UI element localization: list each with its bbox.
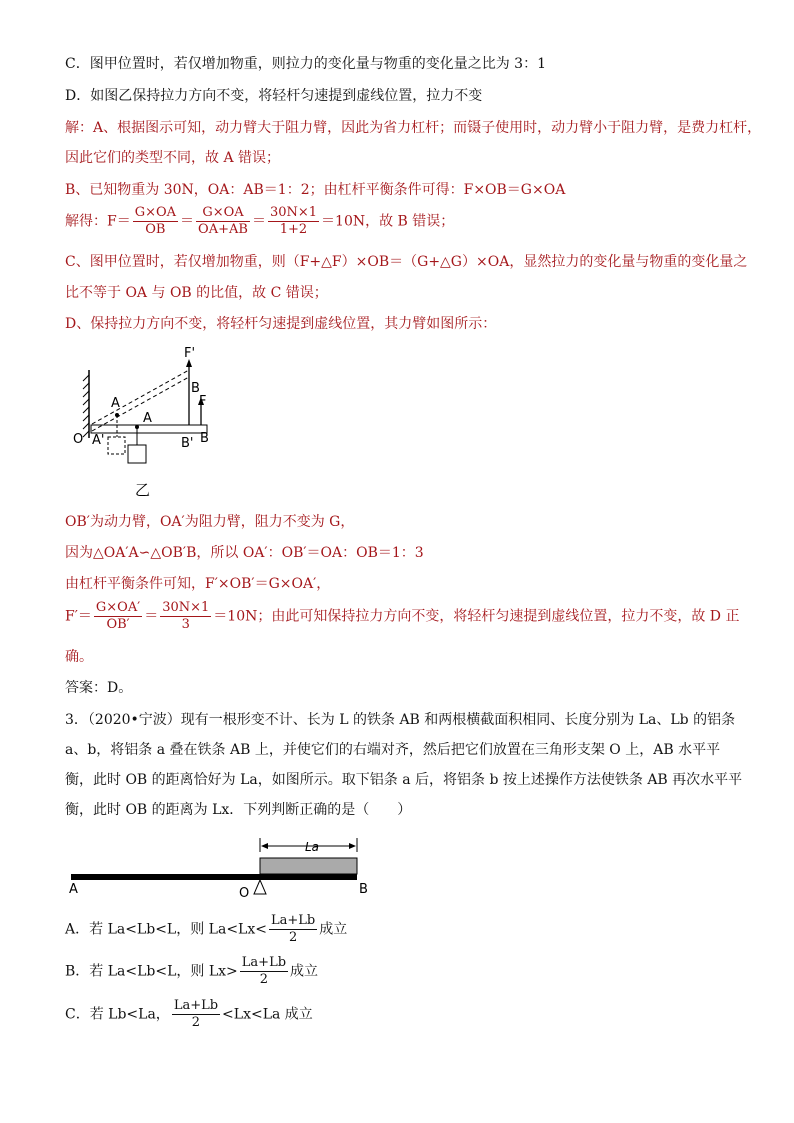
option-b-suffix: 成立 <box>290 963 319 980</box>
fraction-4 <box>94 600 142 633</box>
fraction-3-denominator: 1+2 <box>279 222 308 237</box>
label-f-prime: F' <box>184 346 196 361</box>
fraction-2-denominator: OA+AB <box>198 222 248 237</box>
fraction-1-denominator: OB <box>145 222 166 237</box>
fraction-4-numerator: G×OA′ <box>95 600 141 615</box>
solution-d-line2: OB′为动力臂，OA′为阻力臂，阻力不变为 G， <box>65 514 355 530</box>
solution-a-line1: 解：A、根据图示可知，动力臂大于阻力臂，因此为省力杠杆；而镊子使用时，动力臂小于阻力臂，是费力杠杆， <box>65 120 762 136</box>
label-b: B <box>359 882 368 897</box>
label-o: O <box>239 886 250 900</box>
option-c-suffix: <Lx<La 成立 <box>222 1006 313 1023</box>
option-a-fraction <box>269 913 317 946</box>
fraction-5 <box>160 600 211 633</box>
fraction-4-denominator: OB′ <box>106 617 130 632</box>
option-b-fraction-numerator: La+Lb <box>241 955 287 970</box>
solution-d-line4: 由杠杆平衡条件可知，F′×OB′＝G×OA′， <box>65 576 331 592</box>
option-c-fraction <box>172 998 220 1031</box>
option-a-prefix: A．若 <box>65 921 108 938</box>
option-a-fraction-numerator: La+Lb <box>270 913 316 928</box>
option-c-fraction-numerator: La+Lb <box>173 998 219 1013</box>
solution-d-suffix: ＝10N；由此可知保持拉力方向不变，将轻杆匀速提到虚线位置，拉力不变，故 D 正 <box>213 608 740 625</box>
fraction-1-numerator: G×OA <box>134 205 177 220</box>
option-c[interactable] <box>65 998 313 1031</box>
fraction-3-numerator: 30N×1 <box>269 205 318 220</box>
solution-b-line1: B、已知物重为 30N，OA：AB＝1：2；由杠杆平衡条件可得：F×OB＝G×OA <box>65 182 566 198</box>
option-b-prefix: B．若 <box>65 963 108 980</box>
fraction-2 <box>196 205 250 238</box>
solution-d-prefix: F′＝ <box>65 608 92 625</box>
option-c-fraction-denominator: 2 <box>191 1015 201 1030</box>
option-a[interactable] <box>65 913 347 946</box>
label-f: F <box>199 394 207 409</box>
option-c-previous: C．图甲位置时，若仅增加物重，则拉力的变化量与物重的变化量之比为 3：1 <box>65 56 546 72</box>
solution-d-line1: D、保持拉力方向不变，将轻杆匀速提到虚线位置，其力臂如图所示： <box>65 316 497 332</box>
lever-diagram-yi <box>65 345 325 505</box>
bar-diagram <box>65 830 385 900</box>
solution-d-equation: F′＝ $\frac{G\times OA'}{OB'}$ ＝ $\frac{30N\times 1}{3}$ ＝10N；由此可知保持拉力方向不变，将轻杆匀速提到虚线位置，拉力不变，故 D 正 <box>65 600 740 632</box>
option-b-condition: La<Lb<L，则 Lx> <box>107 963 238 980</box>
fraction-5-denominator: 3 <box>181 617 190 632</box>
solution-a-line2: 因此它们的类型不同，故 A 错误； <box>65 150 281 166</box>
label-a: A <box>69 882 78 897</box>
solution-b-prefix: 解得：F＝ <box>65 213 131 230</box>
label-a-lower: A <box>143 411 152 426</box>
label-a-upper: A <box>111 396 120 411</box>
label-b-upper: B <box>191 381 200 396</box>
fraction-3 <box>268 205 319 238</box>
fraction-2-numerator: G×OA <box>196 205 250 222</box>
solution-b-suffix: ＝10N，故 B 错误； <box>321 213 455 230</box>
label-b-prime: B' <box>181 436 194 451</box>
option-a-fraction-denominator: 2 <box>288 930 298 945</box>
label-o: O <box>73 432 84 447</box>
diagram-caption: 乙 <box>135 481 151 499</box>
option-b-fraction-denominator: 2 <box>259 972 269 987</box>
option-a-suffix: 成立 <box>319 921 348 938</box>
option-a-condition: La<Lb<L，则 La<Lx< <box>107 921 267 938</box>
answer: 答案：D。 <box>65 680 133 696</box>
option-d-previous: D．如图乙保持拉力方向不变，将轻杆匀速提到虚线位置，拉力不变 <box>65 88 483 104</box>
fraction-1 <box>133 205 178 238</box>
option-c-prefix: C．若 <box>65 1006 109 1023</box>
solution-d-line6: 确。 <box>65 649 93 665</box>
solution-c-line1: C、图甲位置时，若仅增加物重，则（F+△F）×OB＝（G+△G）×OA，显然拉力的变化量与物重的变化量之 <box>65 254 748 270</box>
solution-c-line2: 比不等于 OA 与 OB 的比值，故 C 错误； <box>65 285 328 301</box>
option-b-fraction <box>240 955 288 988</box>
question-3-text: 3．（2020•宁波）现有一根形变不计、长为 L 的铁条 AB 和两根横截面积相同、长度分别为 La、Lb 的铝条 a、b，将铝条 a 叠在铁条 AB 上，并使它们的右端对齐，然后把它们放置在三角形支架 O 上，AB 水平平衡，此时 OB 的距离恰好为 La，如图所示。取下铝条 a 后，将铝条 b 按上述操作方法使铁条 AB 再次水平平衡，此时 OB 的距离为 Lx．下列判断正确的是（ ） <box>65 712 743 818</box>
solution-b-equation: 解得：F＝ $\frac{G\times OA}{OB}$ ＝ $\frac{G\times OA}{OA+AB}$ ＝ $\frac{30N\times 1}{1+2}$ ＝10N，故 B 错误； <box>65 205 455 237</box>
solution-d-line3: 因为△OA′A∽△OB′B，所以 OA′：OB′＝OA：OB＝1：3 <box>65 545 424 561</box>
option-b[interactable] <box>65 955 318 988</box>
option-c-condition: Lb<La， <box>108 1006 170 1023</box>
label-a-prime: A' <box>92 433 105 448</box>
fraction-5-numerator: 30N×1 <box>162 600 210 615</box>
label-la: La <box>305 840 320 854</box>
label-b-lower: B <box>200 431 209 446</box>
